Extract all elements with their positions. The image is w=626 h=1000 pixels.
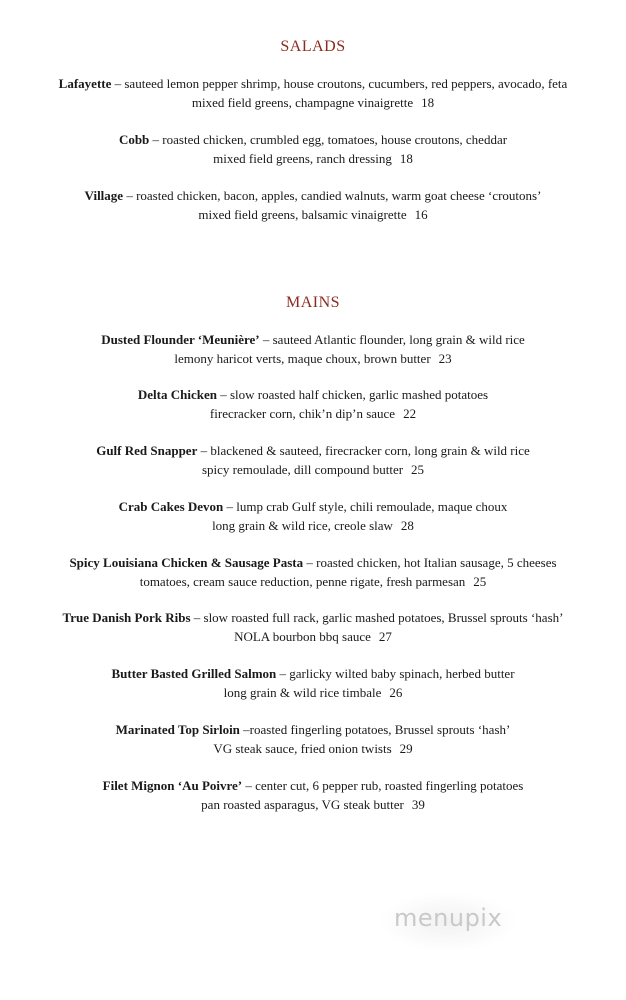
item-name: Lafayette (58, 76, 112, 91)
item-description: – roasted chicken, hot Italian sausage, 5 cheeses (303, 555, 557, 570)
item-description-2: VG steak sauce, fried onion twists (213, 741, 392, 756)
menu-item-gulf-red-snapper (0, 441, 626, 479)
item-description-2: long grain & wild rice timbale (223, 685, 382, 700)
item-name: Spicy Louisiana Chicken & Sausage Pasta (69, 555, 304, 570)
item-description: – roasted chicken, bacon, apples, candied walnuts, warm goat cheese ‘croutons’ (123, 188, 542, 203)
item-description-2: mixed field greens, champagne vinaigrette (191, 95, 414, 110)
item-price: 29 (399, 741, 413, 756)
item-name: Gulf Red Snapper (96, 443, 198, 458)
item-description: – sauteed Atlantic flounder, long grain & wild rice (259, 332, 525, 347)
item-description-2: mixed field greens, ranch dressing (213, 151, 392, 166)
item-price: 26 (389, 685, 403, 700)
item-price: 18 (399, 151, 413, 166)
item-name: Filet Mignon ‘Au Poivre’ (102, 778, 243, 793)
item-name: Dusted Flounder ‘Meunière’ (101, 332, 260, 347)
item-price: 28 (400, 518, 414, 533)
item-price: 18 (421, 95, 435, 110)
item-description-2: tomatoes, cream sauce reduction, penne rigate, fresh parmesan (139, 574, 466, 589)
item-price: 16 (414, 207, 428, 222)
item-description-2: firecracker corn, chik’n dip’n sauce (209, 406, 396, 421)
item-price: 23 (438, 351, 452, 366)
menupix-watermark (378, 892, 518, 952)
item-price: 25 (411, 462, 425, 477)
item-description: – center cut, 6 pepper rub, roasted fingerling potatoes (242, 778, 524, 793)
mains-heading: MAINS (285, 294, 341, 311)
item-price: 39 (411, 797, 425, 812)
item-description: –roasted fingerling potatoes, Brussel sprouts ‘hash’ (239, 722, 511, 737)
item-description: – roasted chicken, crumbled egg, tomatoes, house croutons, cheddar (149, 132, 508, 147)
item-description: – slow roasted full rack, garlic mashed potatoes, Brussel sprouts ‘hash’ (190, 610, 564, 625)
menu-item-grilled-salmon (0, 664, 626, 702)
menu-item-filet-mignon (0, 776, 626, 814)
item-name: Crab Cakes Devon (118, 499, 224, 514)
item-description-2: mixed field greens, balsamic vinaigrette (198, 207, 407, 222)
item-name: Cobb (118, 132, 150, 147)
menu-item-lafayette (0, 74, 626, 112)
item-name: Village (84, 188, 124, 203)
menu-item-spicy-louisiana-pasta (0, 553, 626, 591)
menu-item-pork-ribs (0, 608, 626, 646)
menu-item-dusted-flounder (0, 330, 626, 368)
item-price: 22 (403, 406, 417, 421)
menu-item-crab-cakes-devon (0, 497, 626, 535)
item-description-2: NOLA bourbon bbq sauce (234, 629, 371, 644)
salads-heading: SALADS (280, 38, 346, 55)
menu-item-cobb (0, 130, 626, 168)
item-name: Marinated Top Sirloin (115, 722, 240, 737)
watermark-text: menupix (394, 904, 503, 932)
item-description: – garlicky wilted baby spinach, herbed butter (276, 666, 515, 681)
item-description-2: long grain & wild rice, creole slaw (212, 518, 393, 533)
item-description: – slow roasted half chicken, garlic mashed potatoes (216, 387, 489, 402)
item-name: True Danish Pork Ribs (62, 610, 191, 625)
item-name: Delta Chicken (137, 387, 217, 402)
item-description: – lump crab Gulf style, chili remoulade, maque choux (223, 499, 508, 514)
menu-item-top-sirloin (0, 720, 626, 758)
item-description-2: lemony haricot verts, maque choux, brown butter (174, 351, 431, 366)
item-price: 25 (473, 574, 487, 589)
item-description-2: spicy remoulade, dill compound butter (201, 462, 404, 477)
menu-item-delta-chicken (0, 385, 626, 423)
item-name: Butter Basted Grilled Salmon (111, 666, 277, 681)
item-description: – blackened & sauteed, firecracker corn, long grain & wild rice (197, 443, 530, 458)
item-description-2: pan roasted asparagus, VG steak butter (201, 797, 404, 812)
item-description: – sauteed lemon pepper shrimp, house croutons, cucumbers, red peppers, avocado, feta (111, 76, 568, 91)
menu-item-village (0, 186, 626, 224)
item-price: 27 (378, 629, 392, 644)
